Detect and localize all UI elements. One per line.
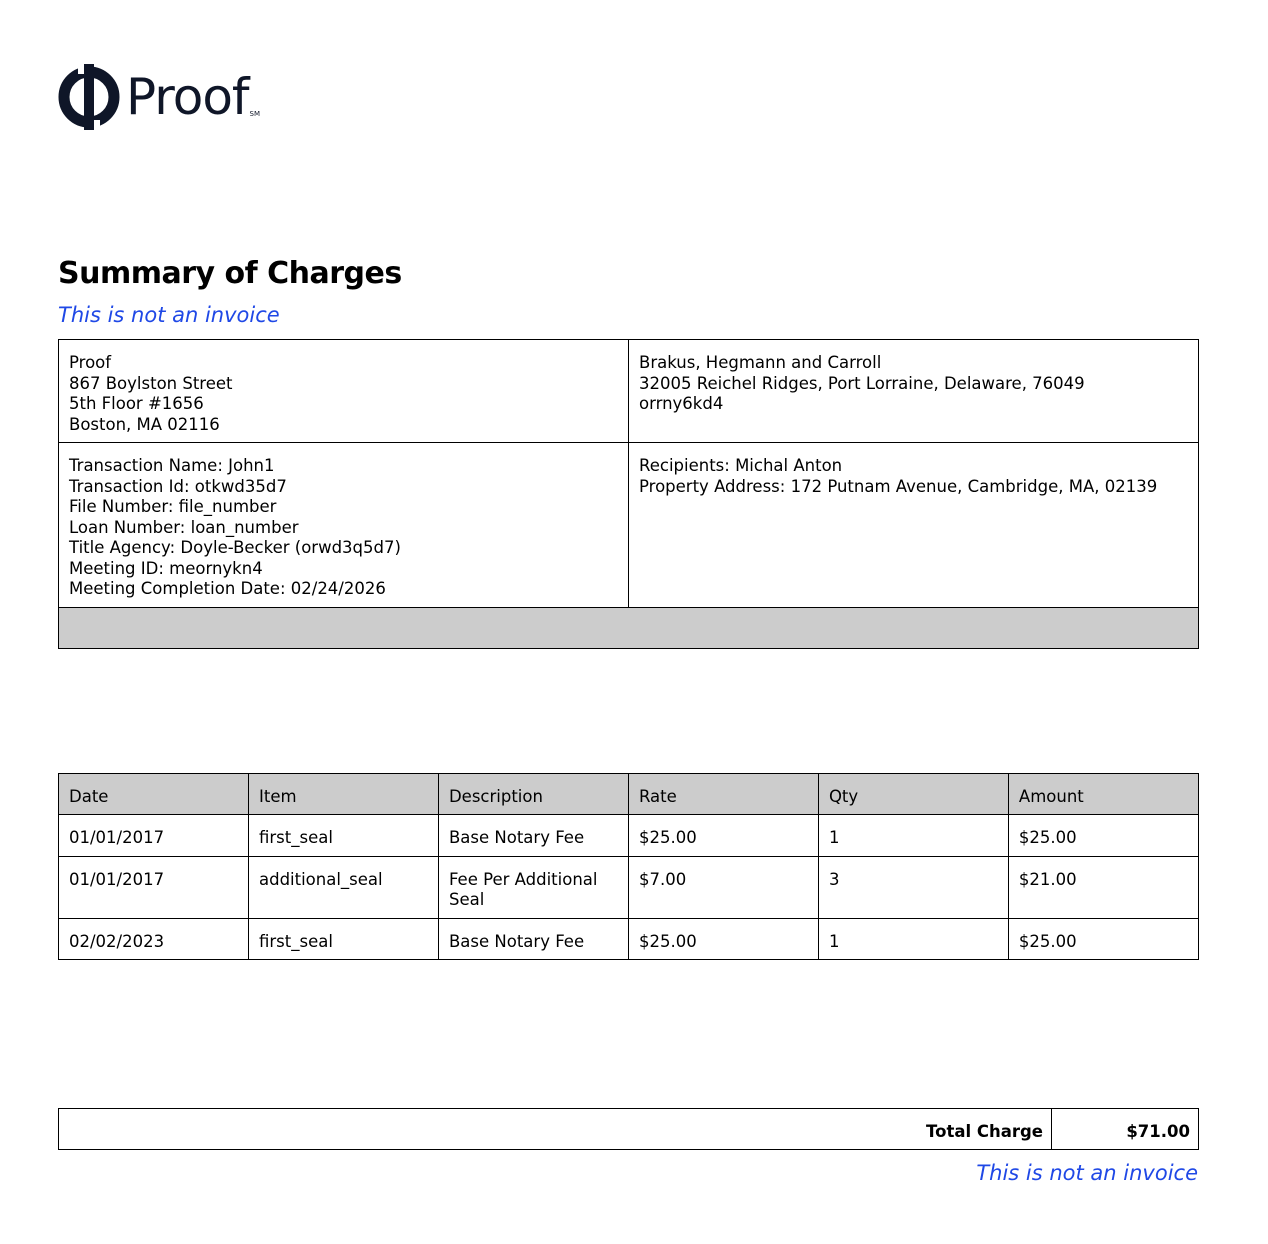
transaction-name: Transaction Name: John1: [69, 456, 275, 475]
total-table: [58, 1108, 1199, 1150]
table-row: [59, 856, 1199, 918]
cell-date: 02/02/2023: [59, 918, 249, 960]
proof-logo: [58, 64, 260, 130]
header-amount: Amount: [1008, 774, 1198, 815]
cell-description: Fee Per Additional Seal: [438, 856, 628, 918]
company-street: 867 Boylston Street: [69, 373, 233, 393]
logo-wordmark: Proof: [126, 68, 249, 126]
company-floor: 5th Floor #1656: [69, 394, 204, 413]
client-street: 32005 Reichel Ridges, Port Lorraine, Delaware, 76049: [639, 373, 1085, 393]
meeting-id: Meeting ID: meornykn4: [69, 558, 263, 578]
client-name: Brakus, Hegmann and Carroll: [639, 353, 882, 372]
info-table: [58, 339, 1199, 649]
cell-amount: $25.00: [1008, 918, 1198, 960]
cell-item: additional_seal: [248, 856, 438, 918]
company-city: Boston, MA 02116: [69, 414, 220, 434]
cell-date: 01/01/2017: [59, 815, 249, 857]
header-item: Item: [248, 774, 438, 815]
file-number: File Number: file_number: [69, 497, 277, 516]
recipient-details: [629, 443, 1199, 608]
cell-rate: $25.00: [628, 815, 818, 857]
charges-table: [58, 773, 1199, 960]
cell-amount: $21.00: [1008, 856, 1198, 918]
details-row: [59, 443, 1199, 608]
table-row: [59, 815, 1199, 857]
company-name: Proof: [69, 353, 112, 372]
cell-description: Base Notary Fee: [438, 815, 628, 857]
proof-logo-icon: [58, 64, 120, 130]
cell-rate: $7.00: [628, 856, 818, 918]
gray-band: [59, 607, 1199, 648]
total-label: Total Charge: [59, 1109, 1052, 1150]
cell-item: first_seal: [248, 918, 438, 960]
table-row: [59, 918, 1199, 960]
cell-description: Base Notary Fee: [438, 918, 628, 960]
page-title: Summary of Charges: [58, 256, 402, 291]
title-agency: Title Agency: Doyle-Becker (orwd3q5d7): [69, 538, 401, 557]
client-id: orrny6kd4: [639, 394, 724, 413]
header-qty: Qty: [818, 774, 1008, 815]
client-address: [629, 340, 1199, 443]
loan-number: Loan Number: loan_number: [69, 517, 299, 537]
header-date: Date: [59, 774, 249, 815]
not-invoice-note-top: This is not an invoice: [58, 303, 280, 327]
cell-qty: 1: [818, 815, 1008, 857]
transaction-id: Transaction Id: otkwd35d7: [69, 476, 287, 496]
company-address: [59, 340, 629, 443]
recipients: Recipients: Michal Anton: [639, 456, 843, 475]
total-amount: $71.00: [1052, 1109, 1199, 1150]
not-invoice-note-bottom: This is not an invoice: [976, 1161, 1198, 1185]
address-row: [59, 340, 1199, 443]
cell-amount: $25.00: [1008, 815, 1198, 857]
meeting-completion-date: Meeting Completion Date: 02/24/2026: [69, 579, 386, 598]
charges-header-row: [59, 774, 1199, 815]
total-row: [59, 1109, 1199, 1150]
cell-qty: 1: [818, 918, 1008, 960]
header-description: Description: [438, 774, 628, 815]
transaction-details: [59, 443, 629, 608]
header-rate: Rate: [628, 774, 818, 815]
spacer-row: [59, 607, 1199, 648]
cell-rate: $25.00: [628, 918, 818, 960]
cell-item: first_seal: [248, 815, 438, 857]
cell-qty: 3: [818, 856, 1008, 918]
cell-date: 01/01/2017: [59, 856, 249, 918]
logo-service-mark: SM: [249, 110, 260, 118]
property-address: Property Address: 172 Putnam Avenue, Cambridge, MA, 02139: [639, 476, 1158, 496]
